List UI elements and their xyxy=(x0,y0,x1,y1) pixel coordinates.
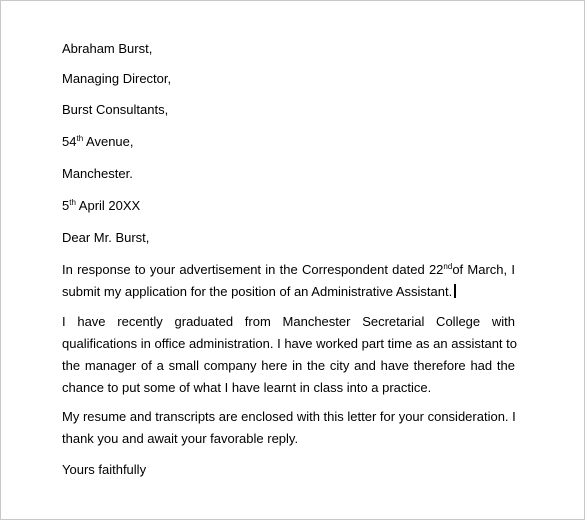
paragraph-2 xyxy=(62,311,515,399)
paragraph-1-text-b: of March, I xyxy=(452,262,515,277)
recipient-name: Abraham Burst, xyxy=(62,41,153,56)
paragraph-1-line-1 xyxy=(62,259,515,281)
paragraph-3-line-1: My resume and transcripts are enclosed with this letter for your consideration. I xyxy=(62,409,516,424)
company-name: Burst Consultants, xyxy=(62,102,169,117)
date-day: 5 xyxy=(62,198,70,213)
date-suffix: th xyxy=(69,198,76,207)
paragraph-2-line-4: chance to put some of what I have learnt in class into a practice. xyxy=(62,380,432,395)
address-street: Avenue, xyxy=(83,134,134,149)
paragraph-1-text-line-2: submit my application for the position of an Administrative Assistant. xyxy=(62,284,453,299)
paragraph-1 xyxy=(62,259,515,303)
city-line: Manchester. xyxy=(62,166,133,181)
recipient-title: Managing Director, xyxy=(62,71,172,86)
paragraph-3-line-2: thank you and await your favorable reply. xyxy=(62,431,299,446)
address-line xyxy=(62,134,134,150)
date-line xyxy=(62,198,140,214)
address-number: 54 xyxy=(62,134,77,149)
paragraph-1-line-2[interactable] xyxy=(62,281,515,303)
paragraph-2-line-3: the manager of a small company here in the city and have therefore had the xyxy=(62,358,515,373)
paragraph-2-line-2: qualifications in office administration. I have worked part time as an assistant to xyxy=(62,336,517,351)
ordinal-suffix: nd xyxy=(443,262,453,271)
date-rest: April 20XX xyxy=(75,198,141,213)
salutation: Dear Mr. Burst, xyxy=(62,230,150,245)
paragraph-2-line-1: I have recently graduated from Manchester Secretarial College with xyxy=(62,314,515,329)
address-suffix: th xyxy=(76,134,84,143)
closing: Yours faithfully xyxy=(62,462,147,477)
text-cursor xyxy=(454,284,456,298)
paragraph-1-text-a: In response to your advertisement in the Correspondent dated 22 xyxy=(62,262,444,277)
paragraph-3 xyxy=(62,406,515,450)
